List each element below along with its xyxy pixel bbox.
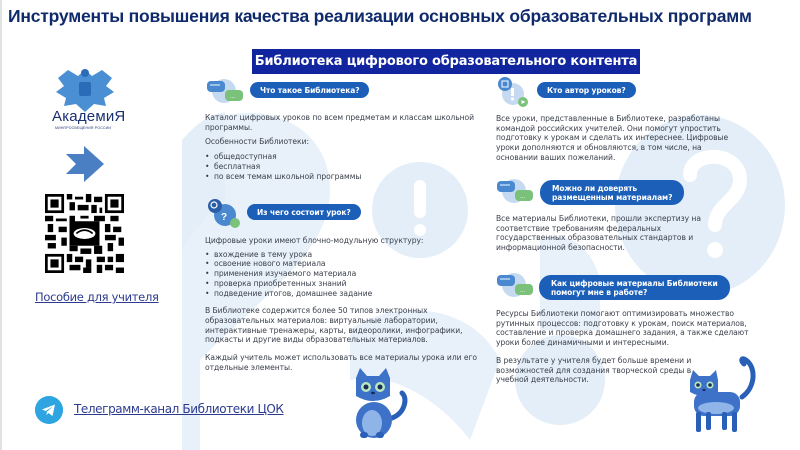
resources-paragraph: Ресурсы Библиотеки помогают оптимизировать множество рутинных процессов: подготовку к урокам, поиск материалов, составление и проверка домашнего задания, а также сделают уроки более динамичными и интересными. — [496, 309, 749, 348]
feature-item: • общедоступная — [205, 152, 495, 162]
question-pill-trust-materials — [540, 180, 684, 205]
svg-text:...: ... — [230, 94, 236, 100]
blue-cat-sitting-illustration — [350, 368, 410, 440]
qr-code[interactable] — [45, 194, 124, 273]
lesson-block-item: • проверка приобретенных знаний — [205, 279, 495, 289]
svg-text:...: ... — [520, 194, 526, 200]
chat-bubbles-icon — [205, 78, 249, 104]
section-lesson-structure — [205, 236, 495, 373]
trust-question-line2: размещенным материалам? — [552, 192, 673, 202]
telegram-icon[interactable] — [35, 396, 63, 424]
trust-question-line1: Можно ли доверять — [552, 183, 638, 193]
what-is-library-intro: Каталог цифровых уроков по всем предметам и классам школьной программы. — [205, 113, 475, 132]
material-types-paragraph: В Библиотеке содержится более 50 типов электронных образовательных материалов: виртуальные лаборатории, интерактивные тренажеры, карты, видеоролики, инфографики, подкасты и другие виды образовательных материалов. — [205, 306, 463, 345]
slide-title: Инструменты повышения качества реализации основных образовательных программ — [8, 6, 752, 26]
question-pill-what-is-library: Что такое Библиотека? — [250, 82, 369, 98]
question-pill-lesson-structure: Из чего состоит урок? — [247, 204, 361, 220]
helps-question-line1: Как цифровые материалы Библиотеки — [551, 278, 718, 288]
section-trust-materials: Все материалы Библиотеки, прошли экспертизу на соответствие требованиям федеральных государственных образовательных стандартов и информационной безопасности. — [496, 214, 701, 253]
lesson-block-item: • освоение нового материала — [205, 259, 495, 269]
feature-item: • бесплатная — [205, 162, 495, 172]
lesson-block-item: • подведение итогов, домашнее задание — [205, 289, 495, 299]
features-heading: Особенности Библиотеки: — [205, 137, 309, 147]
question-pill-how-helps — [539, 275, 730, 300]
feature-item: • по всем темам школьной программы — [205, 172, 495, 182]
teacher-manual-link[interactable]: Пособие для учителя — [35, 290, 159, 304]
lesson-blocks-list — [205, 250, 495, 299]
chat-bubbles-icon — [495, 272, 539, 298]
svg-text:...: ... — [520, 288, 526, 294]
library-banner: Библиотека цифрового образовательного контента — [252, 49, 640, 74]
result-paragraph: В результате у учителя будет больше времени и возможностей для создания творческой среды в учебной деятельности. — [496, 355, 692, 385]
section-what-is-library — [205, 113, 495, 181]
blue-cat-standing-illustration — [690, 352, 760, 434]
telegram-channel-link[interactable]: Телеграмм-канал Библиотеки ЦОК — [74, 402, 284, 416]
svg-text:?: ? — [221, 212, 228, 223]
lesson-block-item: • вхождение в тему урока — [205, 250, 495, 260]
academy-logo-subtext: МИНПРОСВЕЩЕНИЯ РОССИИ — [55, 126, 112, 130]
chat-bubbles-icon — [495, 178, 539, 204]
helps-question-line2: помогут мне в работе? — [551, 287, 648, 297]
section-lesson-author: Все уроки, представленные в Библиотеке, разработаны командой российских учителей. Они помогут упростить подготовку к урокам и сделать их интереснее. Цифровые уроки дополняются и обновляются, в том числе, на основании ваших пожеланий. — [496, 114, 729, 162]
search-question-icon — [205, 198, 245, 228]
lesson-block-item: • применения изучаемого материала — [205, 269, 495, 279]
author-document-icon — [495, 76, 533, 108]
usage-paragraph: Каждый учитель может использовать все материалы урока или его отдельные элементы. — [205, 353, 478, 372]
question-pill-lesson-author: Кто автор уроков? — [537, 82, 636, 98]
arrow-right-icon — [66, 146, 104, 182]
academy-logo-text: АкадемиЯ — [52, 108, 126, 125]
lesson-structure-intro: Цифровые уроки имеют блочно-модульную структуру: — [205, 236, 424, 245]
features-list — [205, 152, 495, 181]
